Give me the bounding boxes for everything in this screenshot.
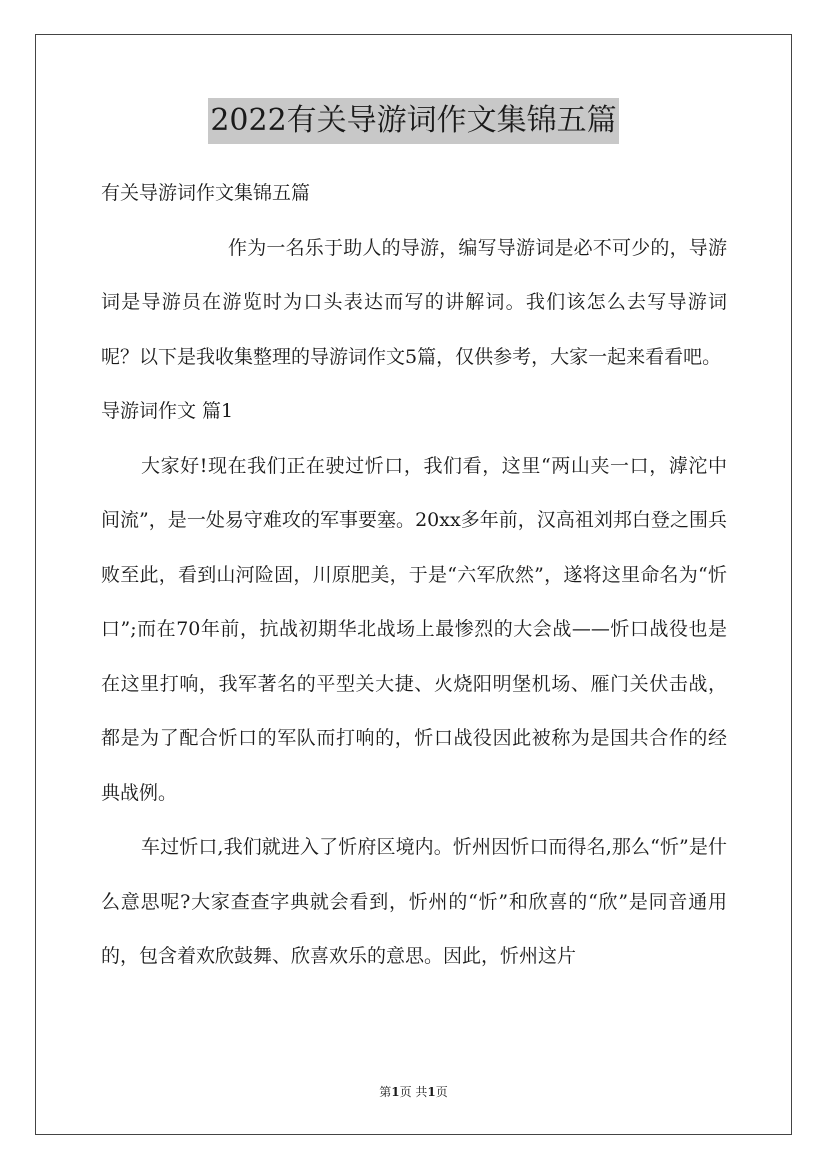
document-title: 2022有关导游词作文集锦五篇 — [208, 98, 618, 144]
footer-page-prefix: 第 — [379, 1085, 392, 1099]
page-footer — [0, 1084, 827, 1100]
document-subtitle: 有关导游词作文集锦五篇 — [101, 182, 311, 204]
intro-paragraph: 作为一名乐于助人的导游，编写导游词是必不可少的，导游词是导游员在游览时为口头表达而写的讲解词。我们该怎么去写导游词呢？以下是我收集整理的导游词作文5篇，仅供参考，大家一起来看看吧。 — [101, 236, 727, 368]
body-paragraph: 车过忻口,我们就进入了忻府区境内。忻州因忻口而得名,那么“忻”是什么意思呢?大家查查字典就会看到，忻州的“忻”和欣喜的“欣”是同音通用的，包含着欢欣鼓舞、欣喜欢乐的意思。因此，忻州这片 — [101, 836, 727, 967]
footer-page-suffix: 页 — [435, 1085, 448, 1099]
footer-current-page: 1 — [391, 1085, 400, 1099]
footer-total-pages: 1 — [427, 1085, 436, 1099]
document-body — [101, 166, 727, 984]
section-heading: 导游词作文 篇1 — [101, 400, 234, 422]
title-container — [0, 98, 827, 144]
body-paragraph: 大家好!现在我们正在驶过忻口，我们看，这里“两山夹一口，滹沱中间流”，是一处易守难攻的军事要塞。20xx多年前，汉高祖刘邦白登之围兵败至此，看到山河险固，川原肥美，于是“六军欣然”，遂将这里命名为“忻口”;而在70年前，抗战初期华北战场上最惨烈的大会战——忻口战役也是在这里打响，我军著名的平型关大捷、火烧阳明堡机场、雁门关伏击战，都是为了配合忻口的军队而打响的，忻口战役因此被称为是国共合作的经典战例。 — [101, 454, 727, 804]
footer-page-mid: 页 共 — [399, 1085, 428, 1099]
